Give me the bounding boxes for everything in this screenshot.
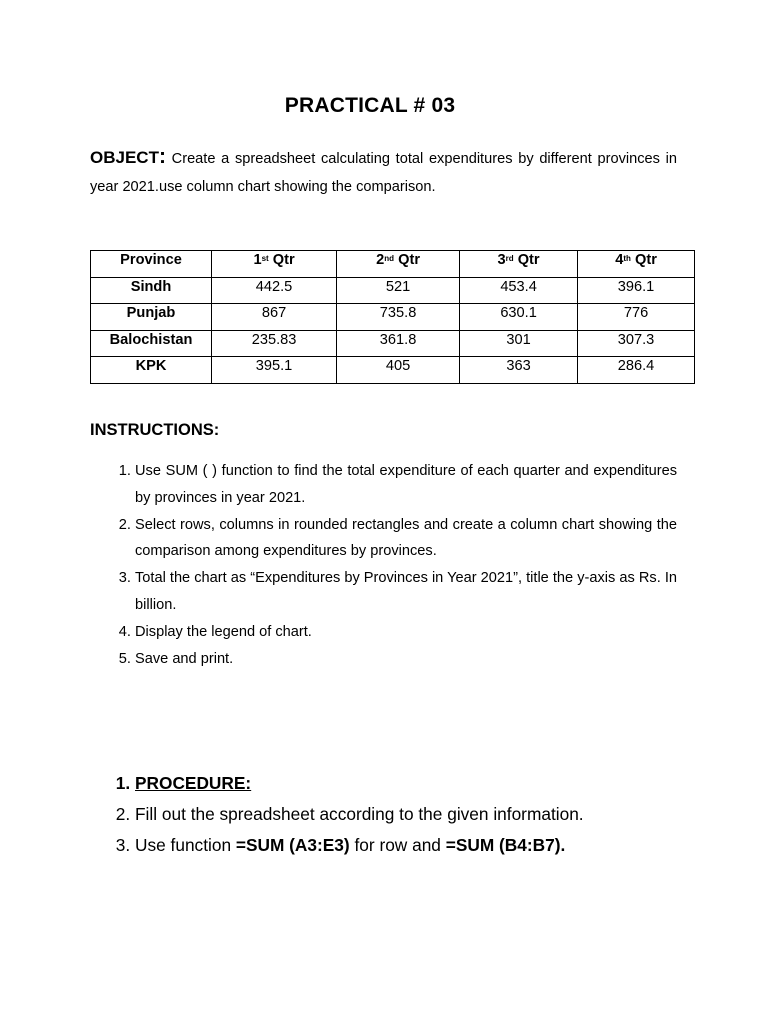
object-text: Create a spreadsheet calculating total expenditures by different provinces in year 2021.use column chart showing the comparison. (90, 151, 677, 195)
list-item: 4. Display the legend of chart. (135, 619, 677, 646)
list-item: 2. Fill out the spreadsheet according to the given information. (135, 799, 690, 830)
page-title: PRACTICAL # 03 (284, 94, 456, 117)
table-cell: 307.3 (578, 330, 695, 357)
table-cell: 776 (578, 304, 695, 331)
formula-row-sum: =SUM (A3:E3) (235, 835, 350, 855)
table-cell: 453.4 (460, 277, 578, 304)
header-qtr-4: 4th Qtr (578, 251, 695, 278)
table-cell: 442.5 (212, 277, 337, 304)
table-cell: 363 (460, 357, 578, 384)
table-cell-province: Punjab (91, 304, 212, 331)
table-cell: 630.1 (460, 304, 578, 331)
table-cell: 405 (337, 357, 460, 384)
list-item: 2. Select rows, columns in rounded rectangles and create a column chart showing the comparison among expenditures by provinces. (135, 512, 677, 566)
table-cell: 395.1 (212, 357, 337, 384)
object-label-colon: : (158, 145, 166, 168)
table-cell: 361.8 (337, 330, 460, 357)
object-label (90, 145, 166, 168)
instructions-heading: INSTRUCTIONS: (90, 421, 220, 439)
list-item (135, 830, 690, 861)
object-paragraph (90, 144, 677, 201)
table-cell: 396.1 (578, 277, 695, 304)
header-province: Province (91, 251, 212, 278)
header-qtr-2: 2nd Qtr (337, 251, 460, 278)
object-label-text: OBJECT (90, 148, 159, 167)
header-qtr-3: 3rd Qtr (460, 251, 578, 278)
table-cell: 286.4 (578, 357, 695, 384)
header-qtr-1: 1st Qtr (212, 251, 337, 278)
table-cell-province: Sindh (91, 277, 212, 304)
procedure-text: for row and (349, 835, 446, 855)
table-cell-province: Balochistan (91, 330, 212, 357)
table-cell: 301 (460, 330, 578, 357)
list-item: 1. Use SUM ( ) function to find the total expenditure of each quarter and expenditures by provinces in year 2021. (135, 458, 677, 512)
formula-column-sum: =SUM (B4:B7). (445, 835, 566, 855)
table-cell-province: KPK (91, 357, 212, 384)
list-item: 3. Total the chart as “Expenditures by Provinces in Year 2021”, title the y-axis as Rs. In billion. (135, 565, 677, 619)
procedure-text: Use function (135, 835, 236, 855)
instructions-list (90, 458, 677, 672)
list-item: 5. Save and print. (135, 646, 677, 673)
procedure-list (90, 768, 690, 861)
table-row (91, 277, 695, 304)
table-row (91, 357, 695, 384)
procedure-heading-item (135, 768, 690, 799)
procedure-heading: PROCEDURE: (135, 773, 252, 793)
table-row (91, 304, 695, 331)
table-row (91, 330, 695, 357)
table-cell: 735.8 (337, 304, 460, 331)
table-cell: 867 (212, 304, 337, 331)
table-header-row (91, 251, 695, 278)
table-cell: 235.83 (212, 330, 337, 357)
table-cell: 521 (337, 277, 460, 304)
expenditure-table (90, 250, 695, 384)
